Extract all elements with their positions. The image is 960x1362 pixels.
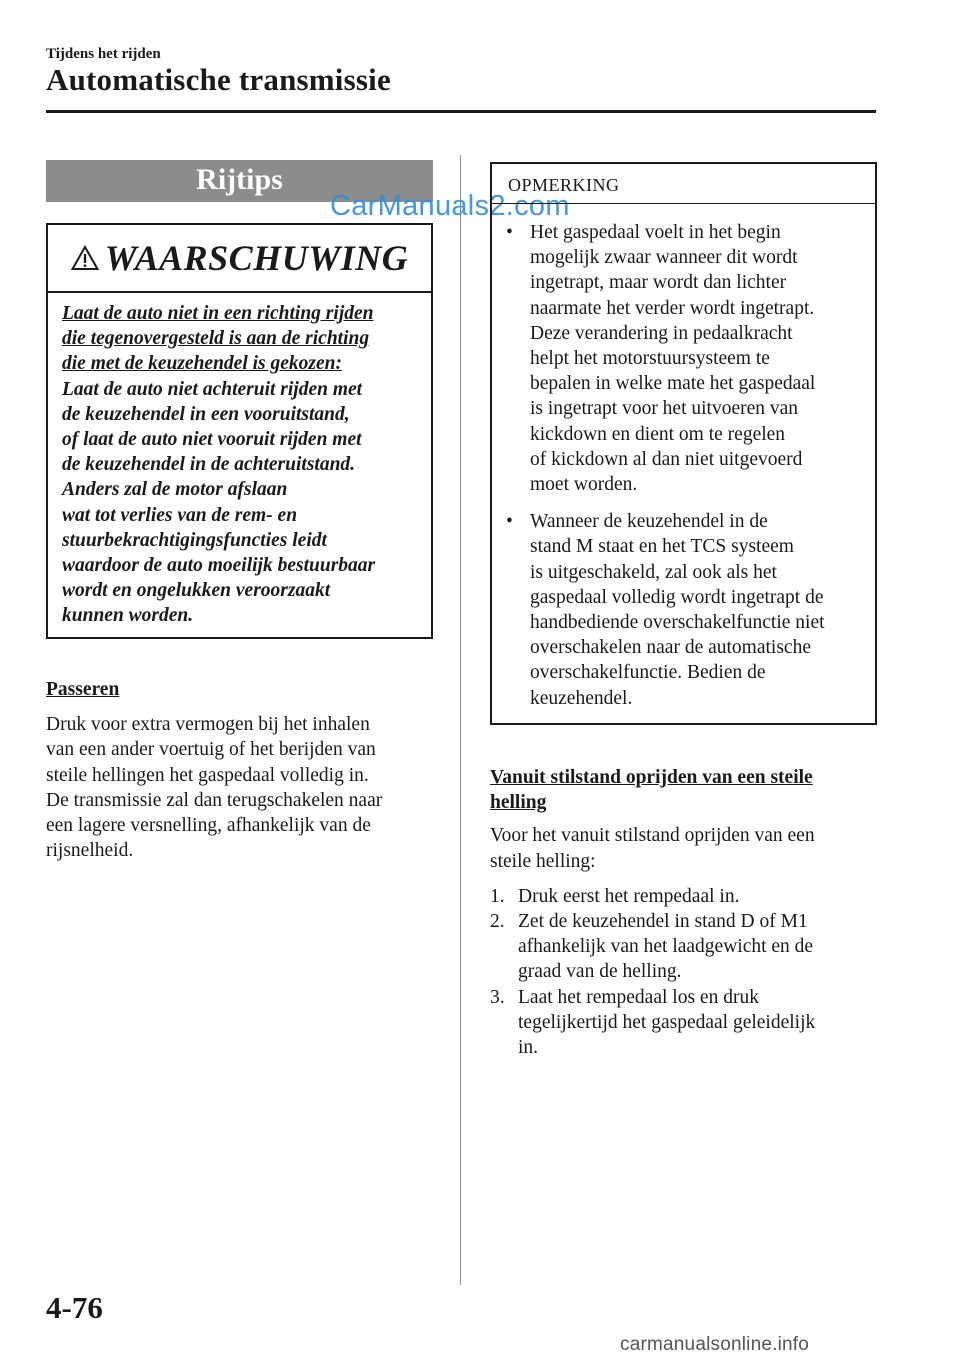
passing-heading: Passeren — [46, 679, 120, 700]
section-title: Rijtips — [46, 160, 433, 202]
hill-start-steps — [490, 884, 877, 1060]
note-list — [492, 204, 875, 711]
step-item — [490, 985, 877, 1061]
note-item-text: Wanneer de keuzehendel in de stand M staat en het TCS systeem is uitgeschakeld, zal ook als het gaspedaal volledig wordt ingetrapt de handbediende overschakelfunctie niet overschakelen naar de automatische overschakelfunctie. Bedien de keuzehendel. — [530, 511, 825, 709]
passing-text: Druk voor extra vermogen bij het inhalen van een ander voertuig of het berijden van steile hellingen het gaspedaal volledig in. De transmissie zal dan terugschakelen naar een lagere versnelling, afhankelijk van de rijsnelheid. — [46, 714, 383, 862]
step-text: Druk eerst het rempedaal in. — [518, 885, 740, 907]
note-item — [506, 509, 871, 711]
step-item — [490, 909, 877, 985]
bullet: • — [506, 222, 513, 243]
note-title: OPMERKING — [492, 164, 875, 204]
warning-header — [48, 225, 431, 293]
step-text: Zet de keuzehendel in stand D of M1 afhankelijk van het laadgewicht en de graad van de helling. — [518, 911, 814, 983]
warning-triangle-icon — [71, 245, 99, 271]
step-item — [490, 884, 877, 909]
note-item — [506, 220, 871, 497]
left-column — [46, 160, 433, 863]
warning-lead: Laat de auto niet in een richting rijden die tegenovergesteld is aan de richting die met de keuzehendel is gekozen: — [62, 303, 374, 375]
chapter-title: Automatische transmissie — [46, 62, 391, 97]
page-number: 4-76 — [46, 1290, 103, 1325]
note-box — [490, 162, 877, 725]
step-text: Laat het rempedaal los en druk tegelijkertijd het gaspedaal geleidelijk in. — [518, 986, 816, 1059]
warning-text: Laat de auto niet achteruit rijden met de keuzehendel in een vooruitstand, of laat de auto niet vooruit rijden met de keuzehendel in de achteruitstand. Anders zal de motor afslaan wat tot verlies van de rem- en stuurbekrachtigingsfuncties leidt waardoor de auto moeilijk bestuurbaar wordt en ongelukken veroorzaakt kunnen worden. — [62, 378, 376, 627]
watermark: CarManuals2.com — [330, 190, 570, 222]
bullet: • — [506, 511, 513, 533]
step-number: 1. — [490, 885, 505, 907]
warning-box — [46, 223, 433, 639]
footer-site-link[interactable]: carmanualsonline.info — [620, 1334, 810, 1355]
hill-start-intro: Voor het vanuit stilstand oprijden van een steile helling: — [490, 825, 815, 872]
header-rule — [46, 110, 876, 113]
note-item-text: Het gaspedaal voelt in het begin mogelijk zwaar wanneer dit wordt ingetrapt, maar wordt dan lichter naarmate het verder wordt ingetrapt. Deze verandering in pedaalkracht helpt het motorstuursysteem te bepalen in welke mate het gaspedaal is ingetrapt voor het uitvoeren van kickdown en dient om te regelen of kickdown al dan niet uitgevoerd moet worden. — [530, 222, 816, 496]
step-number: 2. — [490, 911, 505, 933]
hill-start-heading: Vanuit stilstand oprijden van een steile helling — [490, 767, 813, 814]
column-divider — [460, 155, 461, 1285]
warning-body — [48, 293, 431, 629]
warning-title: WAARSCHUWING — [104, 238, 409, 278]
chapter-label: Tijdens het rijden — [46, 46, 161, 62]
right-column — [490, 162, 877, 1060]
step-number: 3. — [490, 986, 505, 1008]
